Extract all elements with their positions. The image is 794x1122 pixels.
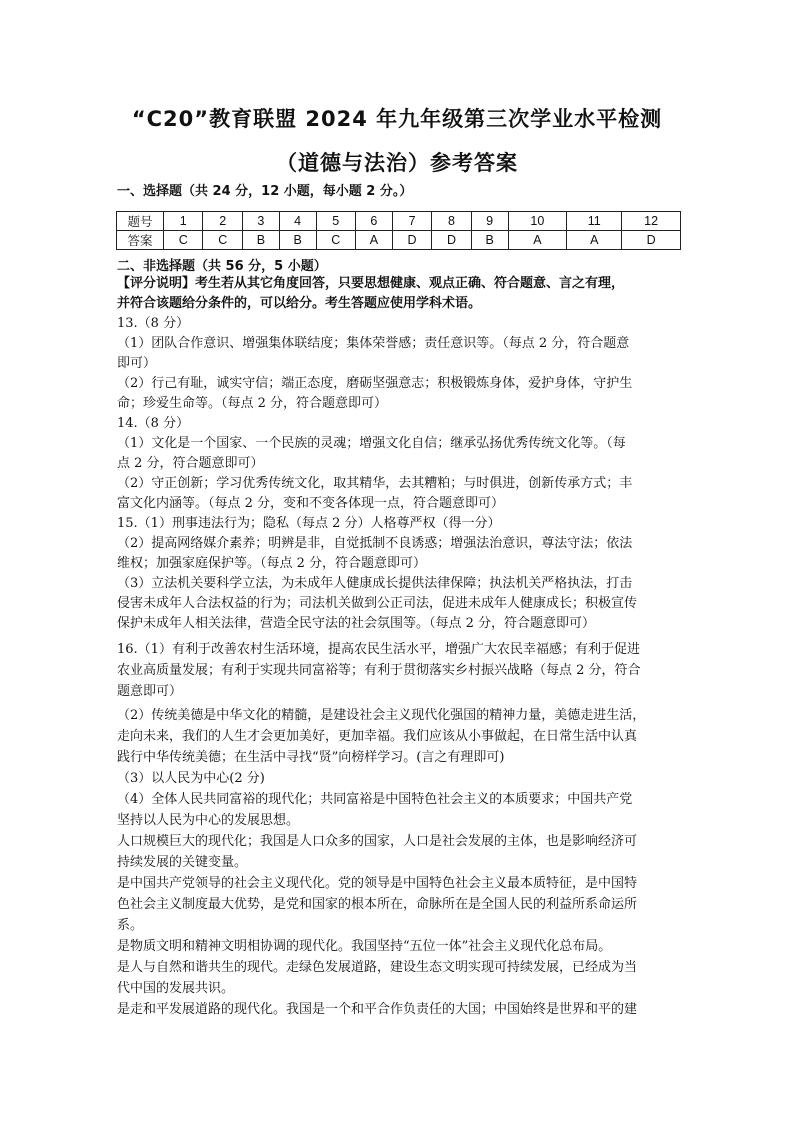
text-line: （3）以人民为中心(2 分) <box>117 771 265 786</box>
text-line: （2）提高网络媒介素养；明辨是非，自觉抵制不良诱惑；增强法治意识，尊法守法；依法 <box>117 536 633 551</box>
text-line: 代中国的发展共识。 <box>117 981 235 996</box>
question-number-cell: 5 <box>316 212 355 231</box>
table-row-numbers <box>117 212 681 231</box>
answer-cell: C <box>203 231 242 250</box>
question-number-cell: 11 <box>567 212 622 231</box>
text-line: （2）传统美德是中华文化的精髓，是建设社会主义现代化强国的精神力量，美德走进生活， <box>117 708 646 723</box>
question-number-cell: 9 <box>471 212 508 231</box>
text-line: 保护未成年人相关法律，营造全民守法的社会氛围等。（每点 2 分，符合题意即可） <box>117 616 596 631</box>
answer-cell: D <box>392 231 431 250</box>
answer-cell: B <box>242 231 279 250</box>
text-line: （1）文化是一个国家、一个民族的灵魂；增强文化自信；继承弘扬优秀传统文化等。（每 <box>117 436 626 451</box>
question-number-cell: 1 <box>164 212 203 231</box>
text-line: 是人与自然和谐共生的现代。走绿色发展道路，建设生态文明实现可持续发展，已经成为当 <box>117 960 638 975</box>
text-line: 13.（8 分） <box>117 316 190 331</box>
text-line: 侵害未成年人合法权益的行为；司法机关做到公正司法，促进未成年人健康成长；积极宣传 <box>117 596 638 611</box>
text-line: 是走和平发展道路的现代化。我国是一个和平合作负责任的大国；中国始终是世界和平的建 <box>117 1002 638 1017</box>
text-line: 人口规模巨大的现代化；我国是人口众多的国家，人口是社会发展的主体，也是影响经济可 <box>117 834 638 849</box>
text-line: 并符合该题给分条件的，可以给分。考生答题应使用学科术语。 <box>117 296 482 311</box>
text-line: 14.（8 分） <box>117 416 190 431</box>
text-line: （1）团队合作意识、增强集体联结度；集体荣誉感；责任意识等。（每点 2 分，符合题意 <box>117 336 630 351</box>
text-line: 命；珍爱生命等。（每点 2 分，符合题意即可） <box>117 396 388 411</box>
table-row-answers <box>117 231 681 250</box>
question-number-cell: 2 <box>203 212 242 231</box>
document-subtitle: （道德与法治）参考答案 <box>276 151 518 175</box>
answer-cell: A <box>356 231 393 250</box>
text-line: 践行中华传统美德；在生活中寻找“贤”向榜样学习。(言之有理即可) <box>117 750 505 765</box>
text-line: 是中国共产党领导的社会主义现代化。党的领导是中国特色社会主义最本质特征，是中国特 <box>117 876 638 891</box>
question-number-cell: 8 <box>432 212 471 231</box>
text-line: 持续发展的关键变量。 <box>117 855 248 870</box>
text-line: 16.（1）有利于改善农村生活环境，提高农民生活水平，增强广大农民幸福感；有利于促进 <box>117 642 640 657</box>
answer-table <box>116 211 681 250</box>
text-line: 色社会主义制度最大优势，是党和国家的根本所在，命脉所在是全国人民的利益所系命运所 <box>117 897 638 912</box>
question-number-cell: 3 <box>242 212 279 231</box>
answer-cell: B <box>471 231 508 250</box>
section2-heading: 二、非选择题（共 56 分，5 小题） <box>117 259 327 274</box>
answer-cell: C <box>316 231 355 250</box>
text-line: 农业高质量发展；有利于实现共同富裕等；有利于贯彻落实乡村振兴战略（每点 2 分，符合 <box>117 663 641 678</box>
question-number-cell: 7 <box>392 212 431 231</box>
table-header-cell: 答案 <box>117 231 164 250</box>
question-number-cell: 10 <box>508 212 567 231</box>
section1-heading: 一、选择题（共 24 分，12 小题，每小题 2 分。） <box>117 184 413 199</box>
text-line: 坚持以人民为中心的发展思想。 <box>117 813 300 828</box>
question-number-cell: 12 <box>622 212 681 231</box>
text-line: （3）立法机关要科学立法，为未成年人健康成长提供法律保障；执法机关严格执法，打击 <box>117 576 633 591</box>
text-line: 15.（1）刑事违法行为；隐私（每点 2 分）人格尊严权（得一分） <box>117 516 501 531</box>
text-line: （2）行己有耻，诚实守信；端正态度，磨砺坚强意志；积极锻炼身体，爱护身体，守护生 <box>117 376 633 391</box>
text-line: 系。 <box>117 918 144 933</box>
answer-cell: C <box>164 231 203 250</box>
document-title: “C20”教育联盟 2024 年九年级第三次学业水平检测 <box>131 107 663 131</box>
text-line: （2）守正创新；学习优秀传统文化，取其精华，去其糟粕；与时俱进，创新传承方式；丰 <box>117 476 633 491</box>
text-line: （4）全体人民共同富裕的现代化；共同富裕是中国特色社会主义的本质要求；中国共产党 <box>117 792 633 807</box>
text-line: 富文化内涵等。（每点 2 分，变和不变各体现一点，符合题意即可） <box>117 496 505 511</box>
text-line: 点 2 分，符合题意即可） <box>117 456 264 471</box>
answer-cell: B <box>279 231 316 250</box>
question-number-cell: 4 <box>279 212 316 231</box>
table-header-cell: 题号 <box>117 212 164 231</box>
text-line: 题意即可） <box>117 684 183 699</box>
text-line: 维权；加强家庭保护等。（每点 2 分，符合题意即可） <box>117 556 427 571</box>
text-line: 【评分说明】考生若从其它角度回答，只要思想健康、观点正确、符合题意、言之有理， <box>117 276 625 291</box>
answer-cell: D <box>622 231 681 250</box>
answer-cell: A <box>567 231 622 250</box>
text-line: 走向未来，我们的人生才会更加美好，更加幸福。我们应该从小事做起，在日常生活中认真 <box>117 729 638 744</box>
text-line: 是物质文明和精神文明相协调的现代化。我国坚持“五位一体”社会主义现代化总布局。 <box>117 939 612 954</box>
answer-cell: A <box>508 231 567 250</box>
answer-cell: D <box>432 231 471 250</box>
question-number-cell: 6 <box>356 212 393 231</box>
text-line: 即可） <box>117 356 157 371</box>
